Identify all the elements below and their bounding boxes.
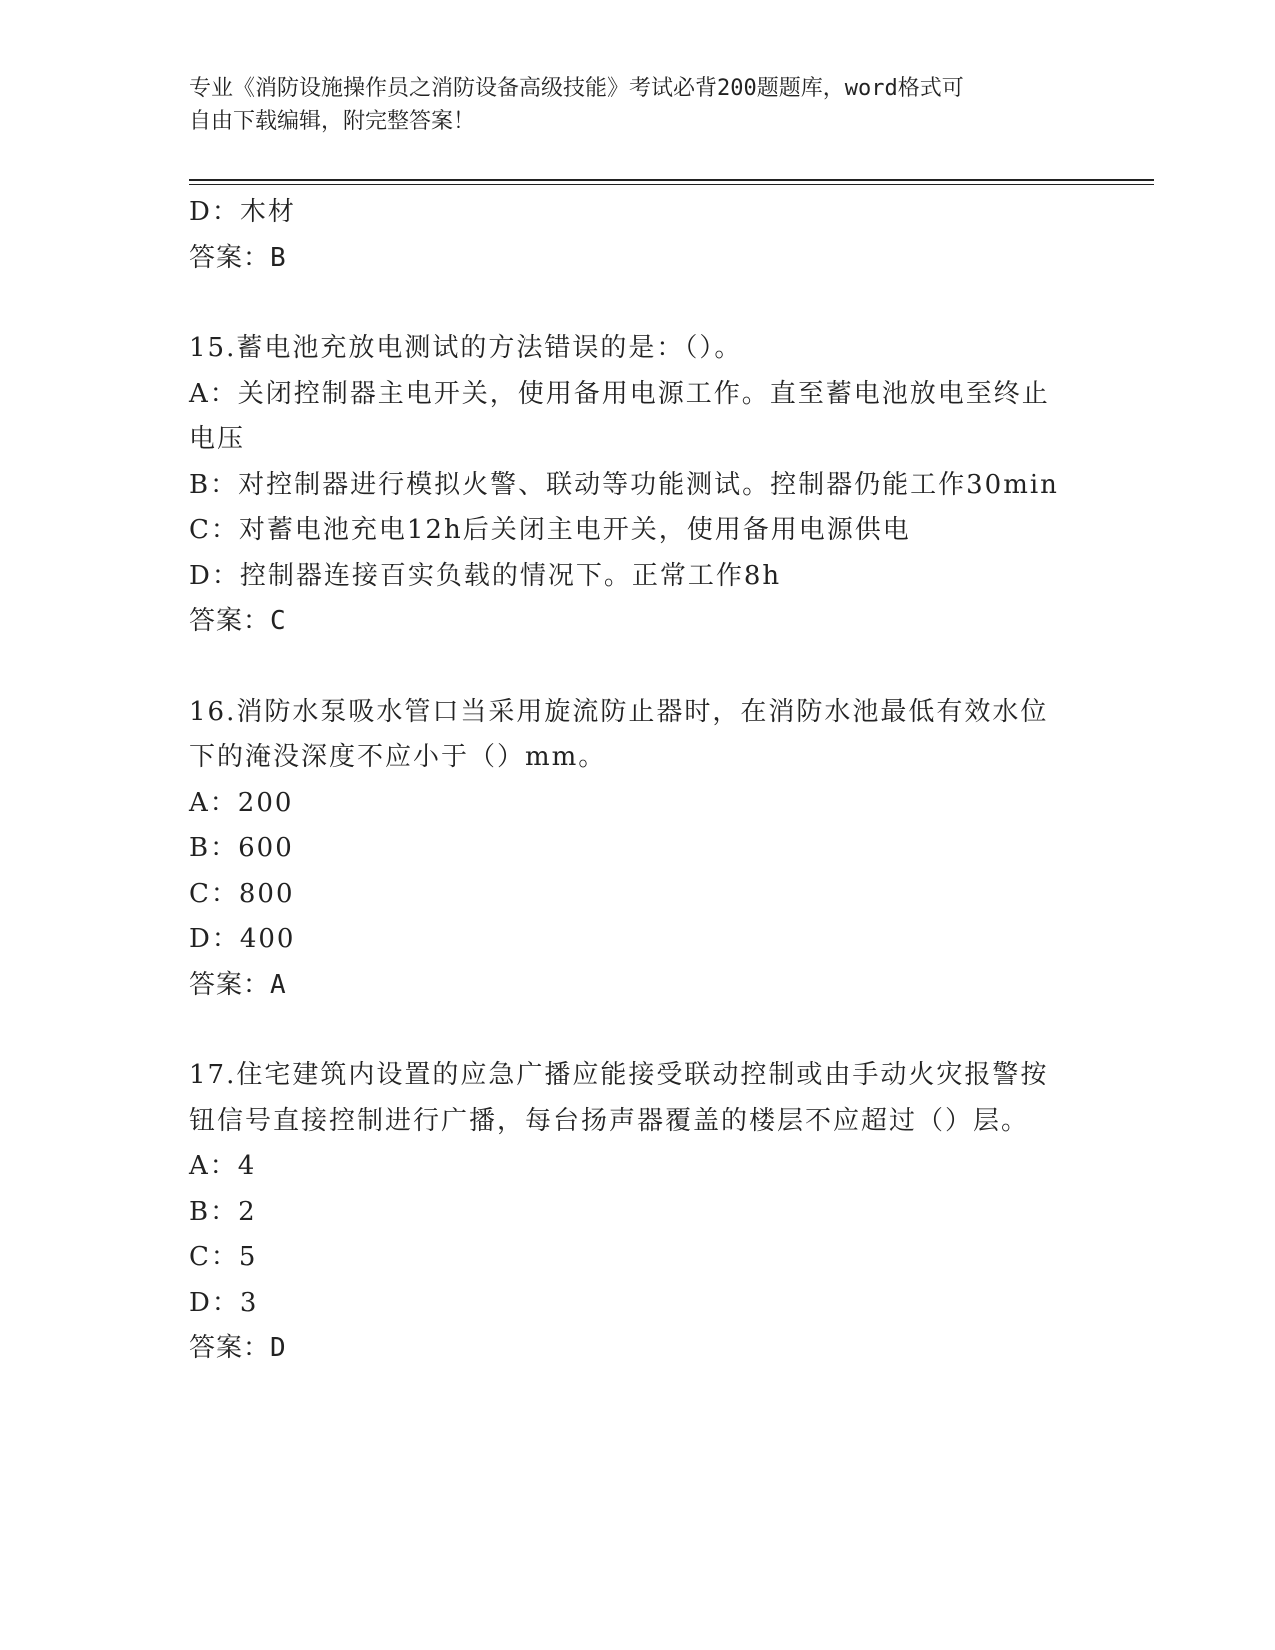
question-stem: 15.蓄电池充放电测试的方法错误的是：（）。 [189,333,743,363]
option-a-continued: 电压 [189,424,246,454]
answer-line: 答案：C [189,606,287,636]
answer-line: 答案：B [189,242,287,273]
header-rule-thick [189,179,1154,181]
page-header [189,72,1089,138]
question-stem-continued: 钮信号直接控制进行广播，每台扬声器覆盖的楼层不应超过（）层。 [189,1105,1030,1136]
option-b: B：600 [189,833,294,863]
option-a: A：200 [189,787,294,818]
header-rule-thin [189,184,1154,185]
option-d: D：木材 [189,197,296,227]
spacer [189,1008,1089,1053]
question-stem: 17.住宅建筑内设置的应急广播应能接受联动控制或由手动火灾报警按 [189,1060,1049,1090]
option-c: C：5 [189,1242,258,1272]
answer-line: 答案：A [189,969,287,1000]
option-a: A：4 [189,1151,257,1181]
spacer [189,645,1089,690]
question-list [189,190,1089,1372]
option-d: D：控制器连接百实负载的情况下。正常工作8h [189,560,782,591]
question-stem-continued: 下的淹没深度不应小于（）mm。 [189,742,607,772]
question-17 [189,1053,1089,1372]
question-15 [189,326,1089,645]
option-c: C：800 [189,878,295,909]
answer-line: 答案：D [189,1333,287,1363]
question-stem: 16.消防水泵吸水管口当采用旋流防止器时，在消防水池最低有效水位 [189,696,1049,727]
spacer [189,281,1089,326]
header-line-1: 专业《消防设施操作员之消防设备高级技能》考试必背200题题库，word格式可 [189,76,964,101]
header-line-2: 自由下载编辑，附完整答案！ [189,109,476,134]
option-b: B：2 [189,1196,257,1227]
prev-question-tail [189,190,1089,281]
option-d: D：400 [189,924,296,954]
option-a: A：关闭控制器主电开关，使用备用电源工作。直至蓄电池放电至终止 [189,378,1050,409]
option-d: D：3 [189,1287,259,1318]
question-16 [189,690,1089,1009]
option-c: C：对蓄电池充电12h后关闭主电开关，使用备用电源供电 [189,515,911,545]
option-b: B：对控制器进行模拟火警、联动等功能测试。控制器仍能工作30min [189,469,1059,500]
